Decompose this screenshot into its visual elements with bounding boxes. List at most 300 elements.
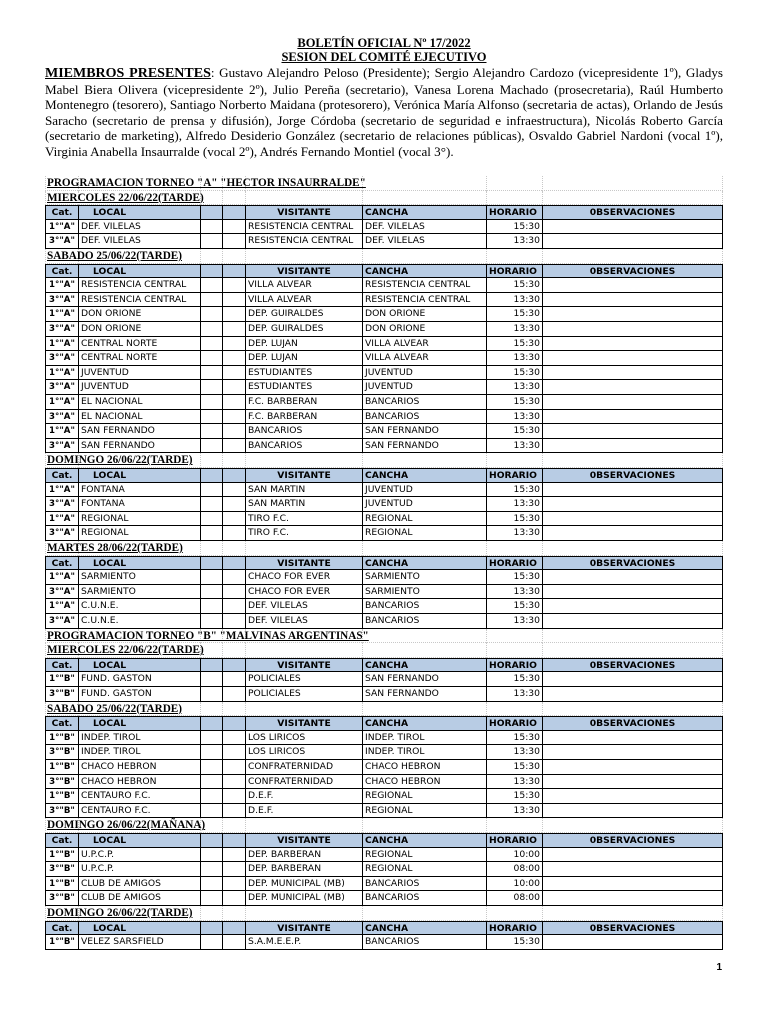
cell-cat: 1°"B" xyxy=(45,731,78,746)
column-header-blank xyxy=(200,716,222,731)
cell-cat: 1°"A" xyxy=(45,337,78,352)
cell-empty xyxy=(542,380,723,395)
cell-visitante: RESISTENCIA CENTRAL xyxy=(245,234,362,249)
column-header-visitante: VISITANTE xyxy=(245,468,362,483)
empty-cell xyxy=(362,629,486,644)
cell-empty xyxy=(542,599,723,614)
column-header-cancha: CANCHA xyxy=(362,264,486,279)
cell-empty xyxy=(222,293,245,308)
cell-empty xyxy=(542,775,723,790)
column-header-row xyxy=(45,921,723,936)
cell-local: INDEP. TIROL xyxy=(78,745,200,760)
cell-empty xyxy=(222,337,245,352)
cell-local: CENTRAL NORTE xyxy=(78,351,200,366)
day-heading: MIERCOLES 22/06/22(TARDE) xyxy=(47,644,204,657)
cell-cancha: DON ORIONE xyxy=(362,322,486,337)
cell-cancha: BANCARIOS xyxy=(362,935,486,950)
cell-empty xyxy=(542,307,723,322)
match-row xyxy=(45,672,723,687)
cell-cat: 3°"A" xyxy=(45,526,78,541)
cell-visitante: S.A.M.E.E.P. xyxy=(245,935,362,950)
cell-empty xyxy=(200,512,222,527)
empty-cell xyxy=(542,191,723,206)
match-row xyxy=(45,775,723,790)
match-row xyxy=(45,322,723,337)
cell-empty xyxy=(542,293,723,308)
column-header-obs: 0BSERVACIONES xyxy=(542,921,723,936)
empty-cell xyxy=(362,818,486,833)
match-row xyxy=(45,862,723,877)
cell-cat: 3°"A" xyxy=(45,234,78,249)
cell-cancha: RESISTENCIA CENTRAL xyxy=(362,293,486,308)
column-header-blank xyxy=(222,716,245,731)
cell-empty xyxy=(542,672,723,687)
cell-empty xyxy=(200,410,222,425)
cell-empty xyxy=(222,307,245,322)
column-header-blank xyxy=(200,658,222,673)
empty-cell xyxy=(200,249,222,264)
cell-visitante: CONFRATERNIDAD xyxy=(245,760,362,775)
column-header-cat: Cat. xyxy=(45,264,78,279)
empty-cell xyxy=(362,643,486,658)
column-header-local: LOCAL xyxy=(78,205,200,220)
column-header-blank xyxy=(222,556,245,571)
cell-empty xyxy=(222,278,245,293)
cell-horario: 15:30 xyxy=(486,731,542,746)
day-heading: DOMINGO 26/06/22(MAÑANA) xyxy=(47,819,206,832)
empty-cell xyxy=(245,818,362,833)
cell-empty xyxy=(200,760,222,775)
cell-empty xyxy=(200,307,222,322)
match-row xyxy=(45,848,723,863)
page-number: 1 xyxy=(716,962,722,973)
column-header-cat: Cat. xyxy=(45,921,78,936)
cell-cat: 1°"A" xyxy=(45,512,78,527)
cell-cat: 1°"A" xyxy=(45,395,78,410)
cell-local: SARMIENTO xyxy=(78,585,200,600)
cell-local: DEF. VILELAS xyxy=(78,220,200,235)
empty-cell xyxy=(542,453,723,468)
empty-cell xyxy=(245,541,362,556)
day-heading-row xyxy=(45,818,723,833)
day-heading: DOMINGO 26/06/22(TARDE) xyxy=(47,907,193,919)
cell-cat: 1°"A" xyxy=(45,570,78,585)
cell-local: REGIONAL xyxy=(78,526,200,541)
cell-horario: 13:30 xyxy=(486,526,542,541)
cell-cat: 1°"A" xyxy=(45,307,78,322)
cell-empty xyxy=(200,585,222,600)
column-header-cancha: CANCHA xyxy=(362,833,486,848)
cell-local: INDEP. TIROL xyxy=(78,731,200,746)
cell-cancha: BANCARIOS xyxy=(362,395,486,410)
cell-cancha: DON ORIONE xyxy=(362,307,486,322)
empty-cell xyxy=(222,643,245,658)
empty-cell xyxy=(542,702,723,717)
cell-cancha: BANCARIOS xyxy=(362,599,486,614)
column-header-local: LOCAL xyxy=(78,716,200,731)
match-row xyxy=(45,935,723,950)
column-header-obs: 0BSERVACIONES xyxy=(542,556,723,571)
empty-cell xyxy=(222,191,245,206)
cell-empty xyxy=(542,687,723,702)
cell-empty xyxy=(222,775,245,790)
cell-visitante: VILLA ALVEAR xyxy=(245,278,362,293)
cell-horario: 13:30 xyxy=(486,293,542,308)
empty-cell xyxy=(200,453,222,468)
empty-cell xyxy=(222,249,245,264)
cell-empty xyxy=(222,599,245,614)
match-row xyxy=(45,877,723,892)
cell-visitante: BANCARIOS xyxy=(245,439,362,454)
match-row xyxy=(45,439,723,454)
column-header-horario: HORARIO xyxy=(486,921,542,936)
cell-empty xyxy=(222,891,245,906)
empty-cell xyxy=(486,818,542,833)
empty-cell xyxy=(542,906,723,921)
cell-horario: 13:30 xyxy=(486,585,542,600)
cell-empty xyxy=(200,526,222,541)
column-header-cancha: CANCHA xyxy=(362,921,486,936)
cell-cat: 3°"A" xyxy=(45,351,78,366)
empty-cell xyxy=(222,818,245,833)
empty-cell xyxy=(542,643,723,658)
cell-cat: 1°"A" xyxy=(45,424,78,439)
cell-empty xyxy=(542,497,723,512)
empty-cell xyxy=(245,249,362,264)
cell-local: VELEZ SARSFIELD xyxy=(78,935,200,950)
cell-cancha: REGIONAL xyxy=(362,526,486,541)
cell-empty xyxy=(200,337,222,352)
day-heading: MARTES 28/06/22(TARDE) xyxy=(47,542,183,554)
column-header-blank xyxy=(200,264,222,279)
cell-horario: 15:30 xyxy=(486,395,542,410)
column-header-visitante: VISITANTE xyxy=(245,658,362,673)
day-heading-row xyxy=(45,643,723,658)
column-header-blank xyxy=(222,264,245,279)
cell-local: EL NACIONAL xyxy=(78,395,200,410)
empty-cell xyxy=(245,191,362,206)
cell-cancha: VILLA ALVEAR xyxy=(362,337,486,352)
column-header-visitante: VISITANTE xyxy=(245,833,362,848)
column-header-horario: HORARIO xyxy=(486,833,542,848)
cell-empty xyxy=(222,395,245,410)
cell-cat: 3°"B" xyxy=(45,775,78,790)
cell-cancha: CHACO HEBRON xyxy=(362,775,486,790)
match-row xyxy=(45,731,723,746)
column-header-horario: HORARIO xyxy=(486,716,542,731)
cell-horario: 15:30 xyxy=(486,760,542,775)
match-row xyxy=(45,278,723,293)
cell-cat: 1°"B" xyxy=(45,789,78,804)
day-heading: SABADO 25/06/22(TARDE) xyxy=(47,702,182,715)
cell-visitante: TIRO F.C. xyxy=(245,512,362,527)
session-title: SESION DEL COMITÉ EJECUTIVO xyxy=(281,50,487,64)
cell-horario: 13:30 xyxy=(486,614,542,629)
column-header-blank xyxy=(222,468,245,483)
cell-local: RESISTENCIA CENTRAL xyxy=(78,293,200,308)
column-header-visitante: VISITANTE xyxy=(245,264,362,279)
cell-cat: 3°"A" xyxy=(45,497,78,512)
cell-visitante: TIRO F.C. xyxy=(245,526,362,541)
empty-cell xyxy=(362,176,486,191)
cell-cat: 1°"B" xyxy=(45,760,78,775)
cell-empty xyxy=(200,775,222,790)
cell-horario: 13:30 xyxy=(486,687,542,702)
cell-local: JUVENTUD xyxy=(78,380,200,395)
cell-visitante: POLICIALES xyxy=(245,687,362,702)
cell-horario: 13:30 xyxy=(486,439,542,454)
cell-local: EL NACIONAL xyxy=(78,410,200,425)
cell-local: SARMIENTO xyxy=(78,570,200,585)
cell-visitante: LOS LIRICOS xyxy=(245,731,362,746)
match-row xyxy=(45,497,723,512)
column-header-local: LOCAL xyxy=(78,921,200,936)
cell-cat: 3°"A" xyxy=(45,614,78,629)
column-header-visitante: VISITANTE xyxy=(245,205,362,220)
cell-visitante: LOS LIRICOS xyxy=(245,745,362,760)
match-row xyxy=(45,424,723,439)
cell-empty xyxy=(542,526,723,541)
column-header-row xyxy=(45,833,723,848)
cell-empty xyxy=(200,731,222,746)
cell-empty xyxy=(200,672,222,687)
empty-cell xyxy=(542,818,723,833)
empty-cell xyxy=(486,249,542,264)
day-heading: SABADO 25/06/22(TARDE) xyxy=(47,250,182,262)
column-header-blank xyxy=(222,658,245,673)
cell-cat: 1°"A" xyxy=(45,278,78,293)
cell-visitante: DEP. MUNICIPAL (MB) xyxy=(245,891,362,906)
match-row xyxy=(45,599,723,614)
cell-visitante: DEP. LUJAN xyxy=(245,337,362,352)
cell-cancha: BANCARIOS xyxy=(362,410,486,425)
cell-cancha: JUVENTUD xyxy=(362,483,486,498)
cell-empty xyxy=(222,804,245,819)
day-heading-row xyxy=(45,249,723,264)
cell-empty xyxy=(222,512,245,527)
cell-horario: 15:30 xyxy=(486,278,542,293)
cell-cancha: RESISTENCIA CENTRAL xyxy=(362,278,486,293)
cell-local: REGIONAL xyxy=(78,512,200,527)
cell-visitante: D.E.F. xyxy=(245,804,362,819)
column-header-cat: Cat. xyxy=(45,833,78,848)
empty-cell xyxy=(200,702,222,717)
empty-cell xyxy=(362,906,486,921)
match-row xyxy=(45,234,723,249)
match-row xyxy=(45,307,723,322)
empty-cell xyxy=(486,643,542,658)
column-header-cancha: CANCHA xyxy=(362,658,486,673)
column-header-local: LOCAL xyxy=(78,468,200,483)
match-row xyxy=(45,585,723,600)
cell-visitante: VILLA ALVEAR xyxy=(245,293,362,308)
match-row xyxy=(45,220,723,235)
cell-visitante: CHACO FOR EVER xyxy=(245,570,362,585)
cell-horario: 13:30 xyxy=(486,804,542,819)
column-header-cancha: CANCHA xyxy=(362,556,486,571)
match-row xyxy=(45,745,723,760)
match-row xyxy=(45,614,723,629)
match-row xyxy=(45,351,723,366)
column-header-blank xyxy=(222,205,245,220)
day-heading-row xyxy=(45,906,723,921)
cell-empty xyxy=(222,745,245,760)
cell-empty xyxy=(200,351,222,366)
cell-horario: 13:30 xyxy=(486,410,542,425)
tournament-title: PROGRAMACION TORNEO "B" "MALVINAS ARGENTINAS" xyxy=(47,629,369,642)
cell-visitante: ESTUDIANTES xyxy=(245,366,362,381)
day-heading: DOMINGO 26/06/22(TARDE) xyxy=(47,454,193,467)
cell-empty xyxy=(200,848,222,863)
cell-local: FONTANA xyxy=(78,497,200,512)
cell-empty xyxy=(542,891,723,906)
empty-cell xyxy=(222,453,245,468)
cell-horario: 15:30 xyxy=(486,483,542,498)
column-header-visitante: VISITANTE xyxy=(245,716,362,731)
cell-horario: 10:00 xyxy=(486,877,542,892)
match-row xyxy=(45,410,723,425)
match-row xyxy=(45,512,723,527)
cell-empty xyxy=(200,293,222,308)
cell-empty xyxy=(542,439,723,454)
cell-local: C.U.N.E. xyxy=(78,599,200,614)
column-header-horario: HORARIO xyxy=(486,468,542,483)
cell-empty xyxy=(200,862,222,877)
cell-cat: 3°"B" xyxy=(45,745,78,760)
cell-empty xyxy=(542,804,723,819)
cell-empty xyxy=(542,424,723,439)
column-header-visitante: VISITANTE xyxy=(245,556,362,571)
cell-empty xyxy=(200,599,222,614)
empty-cell xyxy=(542,629,723,644)
cell-local: RESISTENCIA CENTRAL xyxy=(78,278,200,293)
day-heading-row xyxy=(45,541,723,556)
empty-cell xyxy=(486,191,542,206)
empty-cell xyxy=(245,643,362,658)
cell-empty xyxy=(222,526,245,541)
empty-cell xyxy=(542,541,723,556)
column-header-cat: Cat. xyxy=(45,658,78,673)
cell-empty xyxy=(542,614,723,629)
column-header-cat: Cat. xyxy=(45,205,78,220)
column-header-row xyxy=(45,264,723,279)
match-row xyxy=(45,483,723,498)
cell-empty xyxy=(222,848,245,863)
day-heading: MIERCOLES 22/06/22(TARDE) xyxy=(47,191,204,204)
column-header-horario: HORARIO xyxy=(486,658,542,673)
column-header-horario: HORARIO xyxy=(486,205,542,220)
cell-visitante: DEP. MUNICIPAL (MB) xyxy=(245,877,362,892)
cell-horario: 13:30 xyxy=(486,775,542,790)
cell-empty xyxy=(542,760,723,775)
cell-local: CENTRAL NORTE xyxy=(78,337,200,352)
column-header-horario: HORARIO xyxy=(486,264,542,279)
empty-cell xyxy=(245,702,362,717)
cell-cat: 3°"B" xyxy=(45,804,78,819)
cell-horario: 15:30 xyxy=(486,570,542,585)
cell-local: CHACO HEBRON xyxy=(78,760,200,775)
empty-cell xyxy=(245,453,362,468)
match-row xyxy=(45,687,723,702)
cell-empty xyxy=(200,789,222,804)
cell-empty xyxy=(542,278,723,293)
cell-empty xyxy=(542,366,723,381)
cell-visitante: DEP. BARBERAN xyxy=(245,862,362,877)
cell-cat: 3°"A" xyxy=(45,322,78,337)
cell-cat: 1°"A" xyxy=(45,599,78,614)
empty-cell xyxy=(200,541,222,556)
column-header-local: LOCAL xyxy=(78,833,200,848)
empty-cell xyxy=(542,176,723,191)
column-header-obs: 0BSERVACIONES xyxy=(542,205,723,220)
cell-cancha: BANCARIOS xyxy=(362,877,486,892)
column-header-local: LOCAL xyxy=(78,658,200,673)
cell-cancha: REGIONAL xyxy=(362,848,486,863)
cell-empty xyxy=(200,877,222,892)
cell-cat: 3°"A" xyxy=(45,380,78,395)
empty-cell xyxy=(245,906,362,921)
cell-empty xyxy=(222,439,245,454)
column-header-cancha: CANCHA xyxy=(362,716,486,731)
cell-empty xyxy=(222,366,245,381)
cell-cancha: JUVENTUD xyxy=(362,380,486,395)
cell-local: DEF. VILELAS xyxy=(78,234,200,249)
cell-cat: 3°"A" xyxy=(45,410,78,425)
cell-empty xyxy=(200,366,222,381)
empty-cell xyxy=(486,702,542,717)
cell-empty xyxy=(200,395,222,410)
cell-empty xyxy=(222,483,245,498)
cell-local: FUND. GASTON xyxy=(78,687,200,702)
cell-horario: 13:30 xyxy=(486,234,542,249)
cell-horario: 15:30 xyxy=(486,337,542,352)
cell-empty xyxy=(200,570,222,585)
cell-cancha: SAN FERNANDO xyxy=(362,424,486,439)
bulletin-title: BOLETÍN OFICIAL Nº 17/2022 xyxy=(297,36,471,50)
cell-visitante: POLICIALES xyxy=(245,672,362,687)
cell-empty xyxy=(222,760,245,775)
cell-local: FUND. GASTON xyxy=(78,672,200,687)
empty-cell xyxy=(200,906,222,921)
cell-cat: 1°"B" xyxy=(45,672,78,687)
cell-empty xyxy=(222,862,245,877)
empty-cell xyxy=(222,702,245,717)
cell-horario: 15:30 xyxy=(486,424,542,439)
cell-empty xyxy=(200,483,222,498)
cell-horario: 15:30 xyxy=(486,789,542,804)
column-header-obs: 0BSERVACIONES xyxy=(542,833,723,848)
cell-horario: 15:30 xyxy=(486,935,542,950)
cell-cancha: JUVENTUD xyxy=(362,366,486,381)
match-row xyxy=(45,293,723,308)
cell-local: CENTAURO F.C. xyxy=(78,789,200,804)
members-paragraph xyxy=(45,65,723,160)
column-header-cat: Cat. xyxy=(45,468,78,483)
cell-visitante: BANCARIOS xyxy=(245,424,362,439)
cell-horario: 13:30 xyxy=(486,322,542,337)
cell-cancha: DEF. VILELAS xyxy=(362,220,486,235)
cell-cat: 1°"A" xyxy=(45,366,78,381)
column-header-cat: Cat. xyxy=(45,716,78,731)
cell-empty xyxy=(542,935,723,950)
cell-visitante: DEF. VILELAS xyxy=(245,614,362,629)
column-header-horario: HORARIO xyxy=(486,556,542,571)
section-title-row xyxy=(45,176,723,191)
cell-local: SAN FERNANDO xyxy=(78,439,200,454)
column-header-row xyxy=(45,556,723,571)
cell-horario: 10:00 xyxy=(486,848,542,863)
cell-cancha: CHACO HEBRON xyxy=(362,760,486,775)
